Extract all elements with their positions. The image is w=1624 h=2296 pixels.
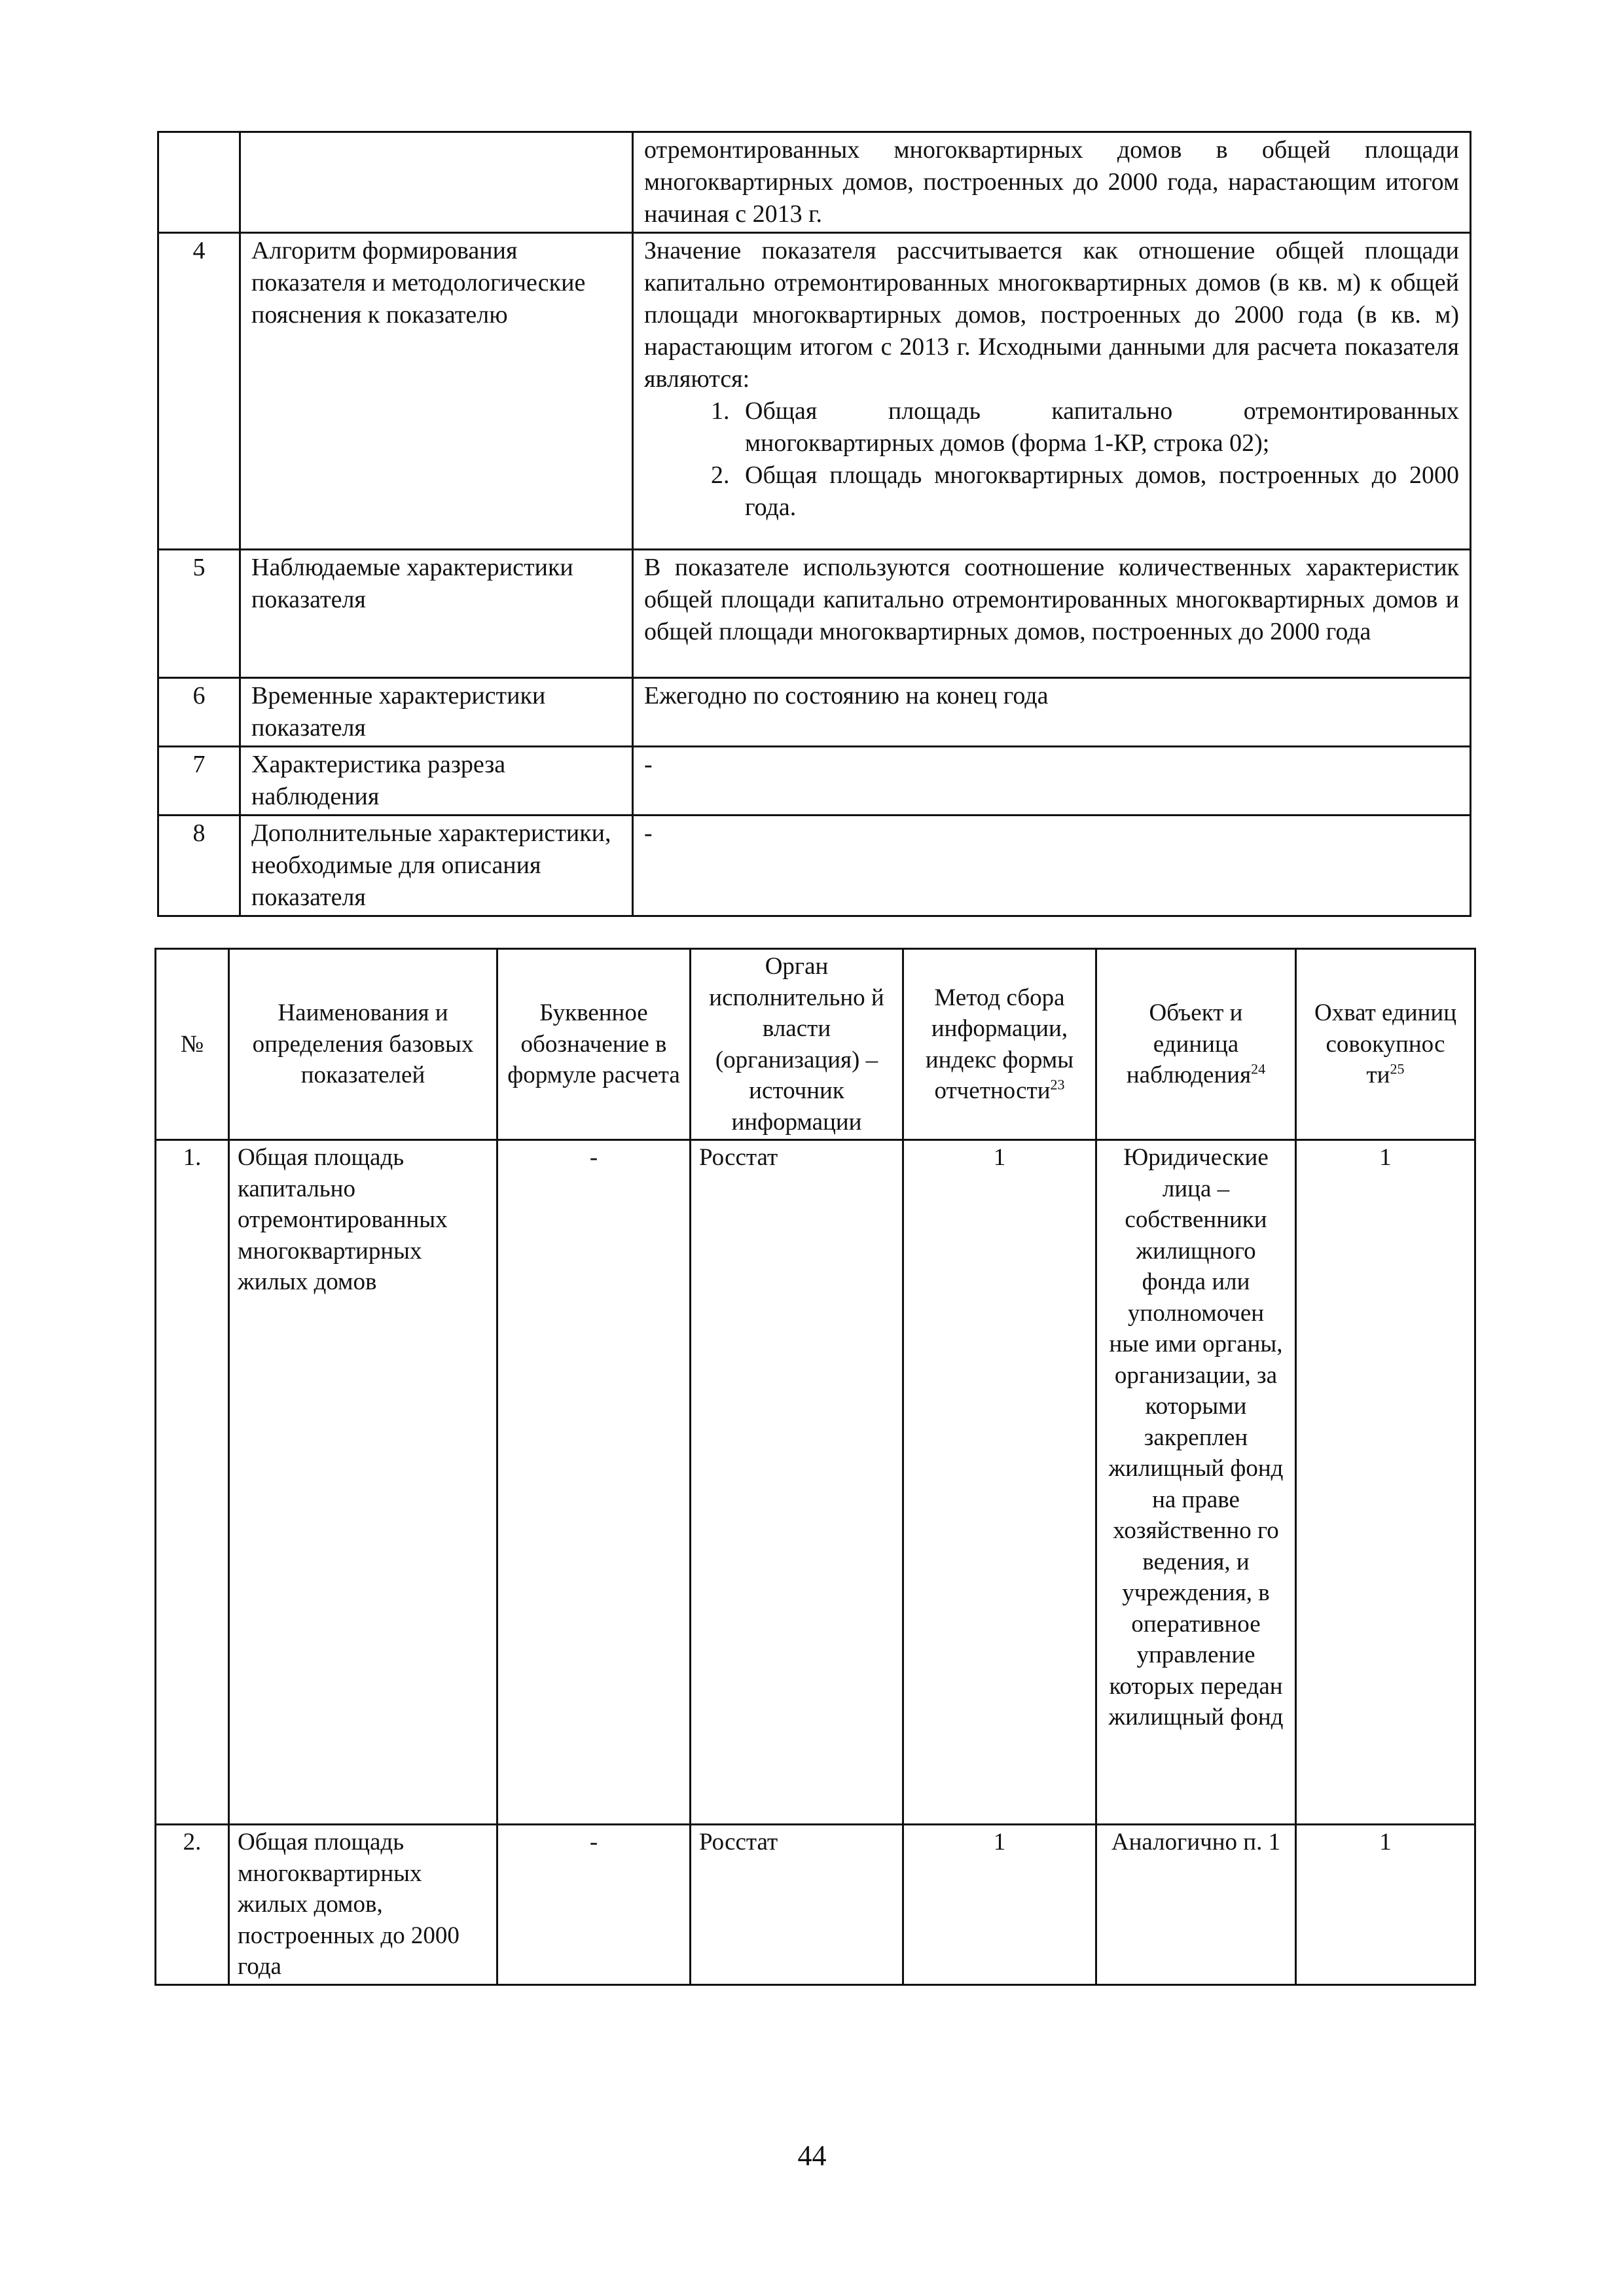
row-number: 4 xyxy=(158,233,240,550)
row-label: Дополнительные характеристики, необходимые для описания показателя xyxy=(240,816,633,916)
row-label: Временные характеристики показателя xyxy=(240,678,633,747)
row-number xyxy=(158,132,240,233)
page-number: 44 xyxy=(797,2140,827,2172)
coverage: 1 xyxy=(1296,1825,1475,1985)
list-item: 2. Общая площадь многоквартирных домов, построенных до 2000 года. xyxy=(736,459,1459,524)
row-description: Ежегодно по состоянию на конец года xyxy=(633,678,1471,747)
base-indicators-table xyxy=(154,948,1476,1986)
source-data-list xyxy=(644,395,1459,524)
table-row xyxy=(158,678,1471,747)
row-description: - xyxy=(633,816,1471,916)
row-number: 2. xyxy=(156,1825,229,1985)
row-description: - xyxy=(633,747,1471,816)
row-description xyxy=(633,233,1471,550)
observation-object: Аналогично п. 1 xyxy=(1096,1825,1296,1985)
table-row xyxy=(158,816,1471,916)
row-label: Алгоритм формирования показателя и методологические пояснения к показателю xyxy=(240,233,633,550)
header-object xyxy=(1096,949,1296,1140)
footnote-ref: 24 xyxy=(1251,1060,1266,1077)
row-label xyxy=(240,132,633,233)
coverage: 1 xyxy=(1296,1140,1475,1825)
collection-method: 1 xyxy=(903,1140,1096,1825)
table-row xyxy=(158,233,1471,550)
row-description: В показателе используются соотношение количественных характеристик общей площади капитально отремонтированных многоквартирных домов и общей площади многоквартирных домов, построенных до 2000 года xyxy=(633,550,1471,678)
table-header-row xyxy=(156,949,1475,1140)
row-number: 6 xyxy=(158,678,240,747)
collection-method: 1 xyxy=(903,1825,1096,1985)
table-row xyxy=(156,1140,1475,1825)
header-letter: Буквенное обозначение в формуле расчета xyxy=(497,949,691,1140)
footnote-ref: 23 xyxy=(1050,1076,1065,1093)
header-object-text: Объект и единица наблюдения xyxy=(1126,999,1252,1089)
row-number: 5 xyxy=(158,550,240,678)
letter-designation: - xyxy=(497,1140,691,1825)
indicator-name: Общая площадь капитально отремонтированных многоквартирных жилых домов xyxy=(229,1140,497,1825)
row-number: 7 xyxy=(158,747,240,816)
table-row xyxy=(158,550,1471,678)
table-row xyxy=(158,132,1471,233)
list-item: 1. Общая площадь капитально отремонтированных многоквартирных домов (форма 1-КР, строка 02); xyxy=(736,395,1459,459)
row-label: Наблюдаемые характеристики показателя xyxy=(240,550,633,678)
table-row xyxy=(158,747,1471,816)
row-number: 8 xyxy=(158,816,240,916)
letter-designation: - xyxy=(497,1825,691,1985)
row-description: отремонтированных многоквартирных домов в общей площади многоквартирных домов, построенных до 2000 года, нарастающим итогом начиная с 2013 г. xyxy=(633,132,1471,233)
table-row xyxy=(156,1825,1475,1985)
header-method xyxy=(903,949,1096,1140)
header-num: № xyxy=(156,949,229,1140)
footnote-ref: 25 xyxy=(1390,1060,1405,1077)
indicator-name: Общая площадь многоквартирных жилых домов, построенных до 2000 года xyxy=(229,1825,497,1985)
observation-object: Юридические лица – собственники жилищного фонда или уполномочен ные ими органы, организации, за которыми закреплен жилищный фонд на праве хозяйственно го ведения, и учреждения, в оперативное управление которых передан жилищный фонд xyxy=(1096,1140,1296,1825)
header-method-text: Метод сбора информации, индекс формы отчетности xyxy=(925,984,1074,1104)
source-organ: Росстат xyxy=(691,1825,903,1985)
indicator-passport-table xyxy=(157,131,1471,917)
header-coverage xyxy=(1296,949,1475,1140)
header-name: Наименования и определения базовых показателей xyxy=(229,949,497,1140)
row-label: Характеристика разреза наблюдения xyxy=(240,747,633,816)
header-coverage-text: Охват единиц совокупнос ти xyxy=(1314,999,1457,1089)
description-text: Значение показателя рассчитывается как отношение общей площади капитально отремонтированных многоквартирных домов (в кв. м) к общей площади многоквартирных домов, построенных до 2000 года (в кв. м) нарастающим итогом с 2013 г. Исходными данными для расчета показателя являются: xyxy=(644,237,1459,393)
source-organ: Росстат xyxy=(691,1140,903,1825)
row-number: 1. xyxy=(156,1140,229,1825)
header-organ: Орган исполнительно й власти (организация) – источник информации xyxy=(691,949,903,1140)
